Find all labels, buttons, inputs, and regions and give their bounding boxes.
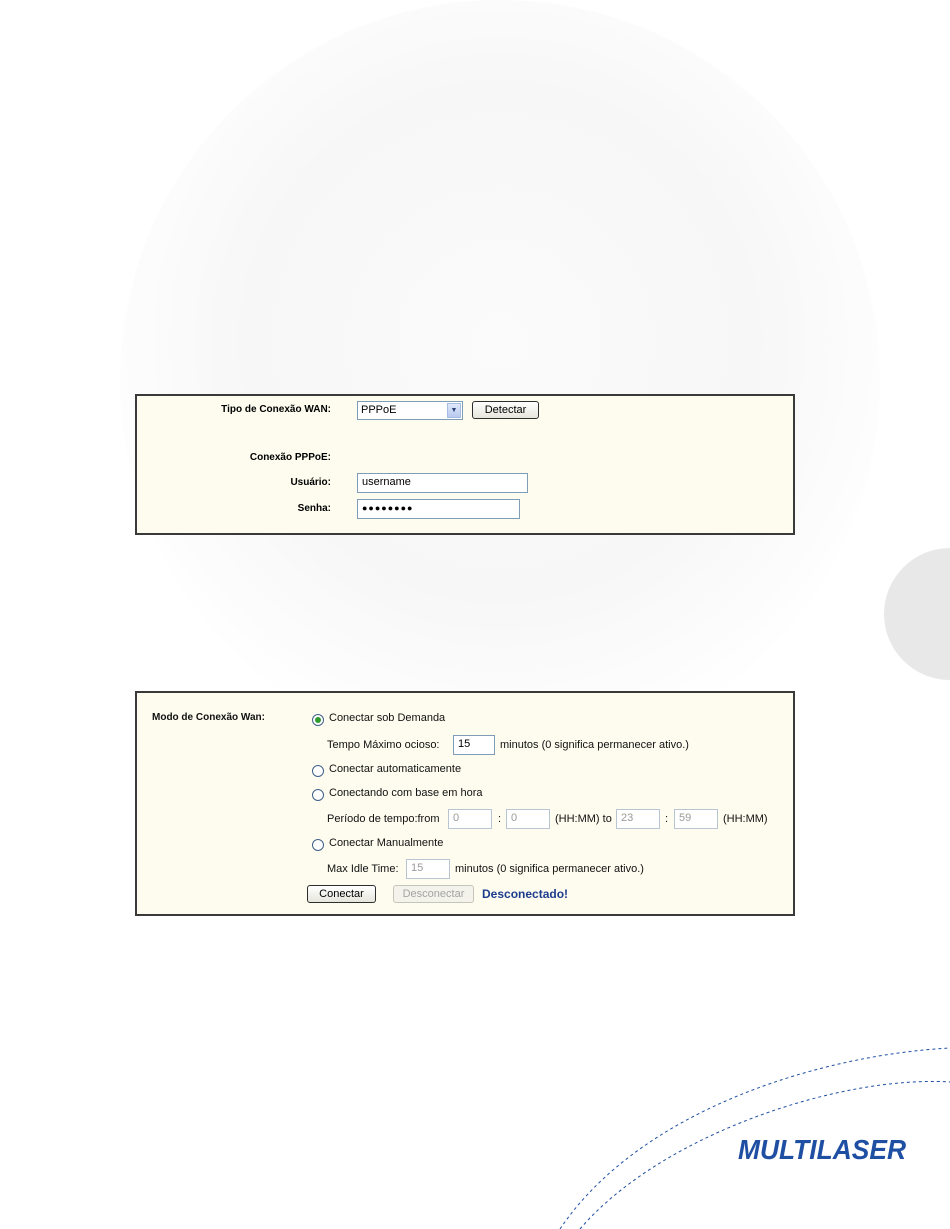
idle-time-label: Tempo Máximo ocioso: bbox=[327, 739, 440, 751]
connect-button[interactable]: Conectar bbox=[307, 885, 376, 903]
period-to-hour-input[interactable]: 23 bbox=[616, 809, 660, 829]
option-on-demand-label: Conectar sob Demanda bbox=[329, 712, 446, 724]
period-to-minute-input[interactable]: 59 bbox=[674, 809, 718, 829]
idle-time-input[interactable]: 15 bbox=[453, 735, 495, 755]
password-input[interactable]: ●●●●●●●● bbox=[357, 499, 520, 519]
pppoe-connection-label: Conexão PPPoE: bbox=[249, 452, 331, 463]
period-format-label: (HH:MM) to bbox=[555, 813, 612, 825]
logo-text: MULTILASER bbox=[738, 1134, 907, 1165]
chevron-down-icon[interactable]: ▼ bbox=[447, 403, 461, 418]
username-input[interactable]: username bbox=[357, 473, 528, 493]
period-separator: : bbox=[498, 813, 502, 825]
period-format-label: (HH:MM) bbox=[723, 813, 768, 825]
period-label: Período de tempo:from bbox=[327, 813, 440, 825]
connection-status: Desconectado! bbox=[482, 887, 569, 901]
idle-time-hint: minutos (0 significa permanecer ativo.) bbox=[500, 739, 689, 751]
username-label: Usuário: bbox=[290, 477, 331, 488]
detect-button[interactable]: Detectar bbox=[472, 401, 539, 419]
password-label: Senha: bbox=[297, 503, 331, 514]
wan-type-value: PPPoE bbox=[361, 404, 397, 416]
period-from-hour-input[interactable]: 0 bbox=[448, 809, 492, 829]
option-auto-label: Conectar automaticamente bbox=[329, 763, 462, 775]
max-idle-hint: minutos (0 significa permanecer ativo.) bbox=[455, 863, 644, 875]
wan-type-label: Tipo de Conexão WAN: bbox=[221, 404, 331, 415]
max-idle-input[interactable]: 15 bbox=[406, 859, 450, 879]
multilaser-logo bbox=[736, 1128, 908, 1166]
option-time-based-label: Conectando com base em hora bbox=[329, 787, 483, 799]
option-manual-label: Conectar Manualmente bbox=[329, 837, 444, 849]
max-idle-label: Max Idle Time: bbox=[327, 863, 399, 875]
disconnect-button[interactable]: Desconectar bbox=[393, 885, 474, 903]
period-from-minute-input[interactable]: 0 bbox=[506, 809, 550, 829]
wan-mode-label: Modo de Conexão Wan: bbox=[152, 712, 265, 723]
period-separator: : bbox=[665, 813, 669, 825]
